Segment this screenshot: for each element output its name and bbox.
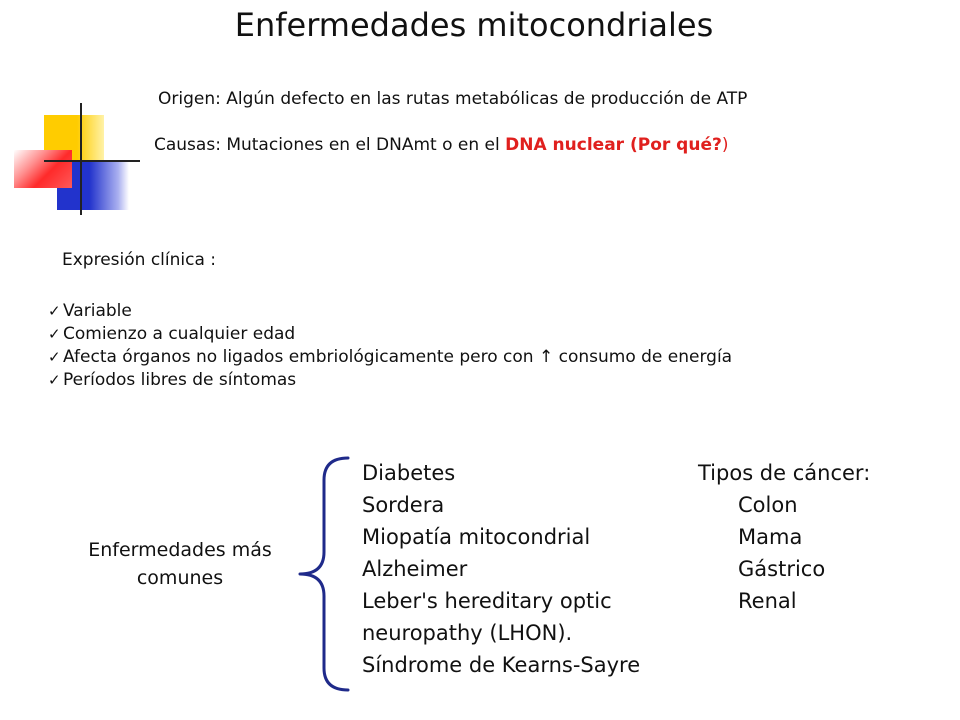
origen-text: Algún defecto en las rutas metabólicas de producción de ATP — [226, 89, 748, 109]
curly-brace-icon — [296, 452, 352, 696]
list-item: Miopatía mitocondrial — [362, 525, 591, 549]
cancer-types-heading: Tipos de cáncer: — [698, 461, 871, 485]
origen-label: Origen: — [158, 89, 221, 109]
list-item: Alzheimer — [362, 557, 468, 581]
check-icon: ✓ — [48, 348, 61, 366]
check-icon: ✓ — [48, 302, 61, 320]
list-item: Leber's hereditary optic — [362, 589, 612, 613]
decorative-vertical-line — [80, 103, 82, 215]
causas-text: Mutaciones en el DNAmt o en el — [226, 135, 500, 155]
causas-close-paren: ) — [721, 135, 729, 155]
causas-line — [154, 135, 728, 155]
list-item: Sordera — [362, 493, 445, 517]
list-item: ✓ Comienzo a cualquier edad — [48, 324, 296, 344]
check-icon: ✓ — [48, 325, 61, 343]
causas-highlight: DNA nuclear (Por qué? — [505, 135, 722, 155]
feature-checklist — [48, 300, 732, 392]
origen-line — [158, 89, 747, 109]
list-item: Síndrome de Kearns-Sayre — [362, 653, 641, 677]
list-item: Gástrico — [738, 557, 826, 581]
list-item: Colon — [738, 493, 798, 517]
list-item: Diabetes — [362, 461, 456, 485]
expresion-clinica-heading: Expresión clínica : — [62, 250, 217, 270]
list-item: ✓ Afecta órganos no ligados embriológicamente pero con ↑ consumo de energía — [48, 347, 733, 367]
list-item: ✓ Períodos libres de síntomas — [48, 370, 297, 390]
disease-list — [362, 457, 640, 681]
check-icon: ✓ — [48, 371, 61, 389]
list-item: ✓ Variable — [48, 301, 132, 321]
list-item: Mama — [738, 525, 803, 549]
decorative-red-square — [14, 150, 72, 188]
decorative-horizontal-line — [44, 160, 140, 162]
list-item: Renal — [738, 589, 797, 613]
list-item: neuropathy (LHON). — [362, 621, 573, 645]
enfermedades-comunes-label: Enfermedades más comunes — [88, 539, 272, 589]
cancer-types-list — [738, 489, 825, 617]
causas-label: Causas: — [154, 135, 221, 155]
page-title: Enfermedades mitocondriales — [234, 6, 714, 44]
